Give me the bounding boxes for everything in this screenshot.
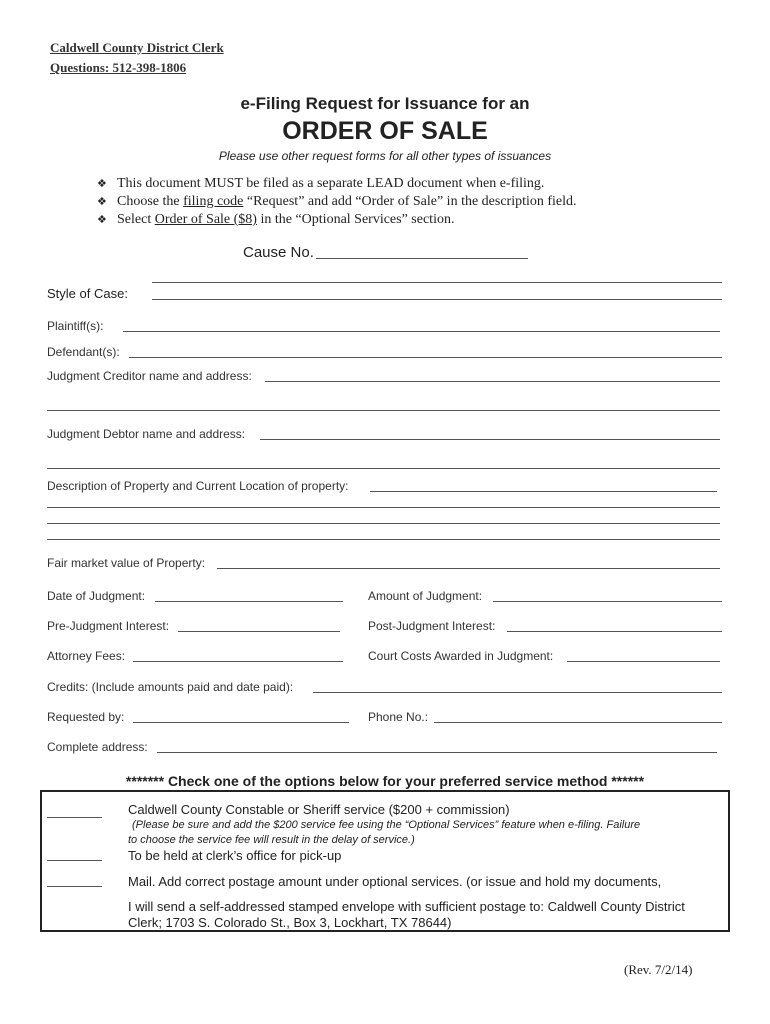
- pre-judgment-interest-label: Pre-Judgment Interest:: [47, 619, 170, 633]
- creditor-label: Judgment Creditor name and address:: [47, 369, 252, 383]
- attorney-fees-label: Attorney Fees:: [47, 649, 126, 663]
- revision-date: (Rev. 7/2/14): [624, 962, 693, 977]
- option-sheriff-checkbox-blank[interactable]: [47, 817, 102, 818]
- court-costs-label: Court Costs Awarded in Judgment:: [368, 649, 554, 663]
- property-field-line3[interactable]: [47, 523, 720, 524]
- service-method-heading: ******* Check one of the options below for your preferred service method ******: [125, 773, 645, 789]
- option-sheriff-service: Caldwell County Constable or Sheriff service ($200 + commission): [128, 802, 510, 817]
- debtor-field-line1[interactable]: [260, 439, 720, 440]
- plaintiffs-field[interactable]: [123, 331, 720, 332]
- option-pickup: To be held at clerk’s office for pick-up: [128, 848, 342, 863]
- date-of-judgment-label: Date of Judgment:: [47, 589, 146, 603]
- pre-judgment-interest-field[interactable]: [178, 631, 340, 632]
- defendants-field[interactable]: [129, 357, 722, 358]
- complete-address-label: Complete address:: [47, 740, 148, 754]
- form-subtitle: Please use other request forms for all other types of issuances: [218, 149, 552, 163]
- property-field-line1[interactable]: [370, 491, 717, 492]
- option-pickup-checkbox-blank[interactable]: [47, 860, 102, 861]
- debtor-label: Judgment Debtor name and address:: [47, 427, 246, 441]
- plaintiffs-label: Plaintiff(s):: [47, 319, 104, 333]
- credits-label: Credits: (Include amounts paid and date paid):: [47, 680, 294, 694]
- debtor-field-line2[interactable]: [47, 468, 720, 469]
- cause-no-field[interactable]: [316, 258, 528, 259]
- bullet-filing-code: ❖ Choose the filing code “Request” and add “Order of Sale” in the description field.: [97, 194, 577, 209]
- creditor-field-line2[interactable]: [47, 410, 720, 411]
- form-title-line2: ORDER OF SALE: [282, 117, 488, 145]
- style-of-case-field-line1[interactable]: [152, 282, 722, 283]
- option-mail-continuation-line2: Clerk; 1703 S. Colorado St., Box 3, Lockhart, TX 78644): [128, 915, 452, 930]
- amount-of-judgment-label: Amount of Judgment:: [368, 589, 483, 603]
- diamond-bullet-icon: ❖: [97, 195, 107, 208]
- attorney-fees-field[interactable]: [133, 661, 343, 662]
- option-mail-continuation-line1: I will send a self-addressed stamped envelope with sufficient postage to: Caldwell County District: [128, 899, 685, 914]
- phone-no-field[interactable]: [434, 722, 722, 723]
- form-title-line1: e-Filing Request for Issuance for an: [240, 94, 530, 113]
- property-label: Description of Property and Current Location of property:: [47, 479, 349, 493]
- date-of-judgment-field[interactable]: [155, 601, 343, 602]
- fair-market-label: Fair market value of Property:: [47, 556, 206, 570]
- style-of-case-label: Style of Case:: [47, 286, 128, 301]
- option-mail: Mail. Add correct postage amount under optional services. (or issue and hold my documents,: [128, 874, 662, 889]
- cause-no-label: Cause No.: [243, 244, 314, 261]
- diamond-bullet-icon: ❖: [97, 177, 107, 190]
- amount-of-judgment-field[interactable]: [493, 601, 722, 602]
- option-mail-checkbox-blank[interactable]: [47, 886, 102, 887]
- bullet-optional-services: ❖ Select Order of Sale ($8) in the “Optional Services” section.: [97, 212, 455, 227]
- questions-phone: Questions: 512-398-1806: [50, 60, 187, 75]
- defendants-label: Defendant(s):: [47, 345, 120, 359]
- option-sheriff-note-line1: (Please be sure and add the $200 service fee using the “Optional Services” feature when e-filing. Failure: [132, 819, 641, 831]
- property-field-line2[interactable]: [47, 507, 720, 508]
- option-sheriff-note-line2: to choose the service fee will result in the delay of service.): [128, 834, 415, 846]
- office-name: Caldwell County District Clerk: [50, 40, 224, 55]
- post-judgment-interest-field[interactable]: [507, 631, 722, 632]
- diamond-bullet-icon: ❖: [97, 213, 107, 226]
- fair-market-field[interactable]: [217, 568, 720, 569]
- post-judgment-interest-label: Post-Judgment Interest:: [368, 619, 496, 633]
- requested-by-label: Requested by:: [47, 710, 125, 724]
- credits-field[interactable]: [313, 692, 722, 693]
- property-field-line4[interactable]: [47, 539, 720, 540]
- court-costs-field[interactable]: [567, 661, 720, 662]
- creditor-field-line1[interactable]: [265, 381, 720, 382]
- requested-by-field[interactable]: [133, 722, 349, 723]
- complete-address-field[interactable]: [157, 752, 717, 753]
- phone-no-label: Phone No.:: [368, 710, 429, 724]
- bullet-lead-document: ❖ This document MUST be filed as a separate LEAD document when e-filing.: [97, 176, 545, 191]
- filing-code-text: filing code: [183, 194, 244, 209]
- style-of-case-field-line2[interactable]: [152, 299, 722, 300]
- order-of-sale-fee-text: Order of Sale ($8): [154, 212, 257, 227]
